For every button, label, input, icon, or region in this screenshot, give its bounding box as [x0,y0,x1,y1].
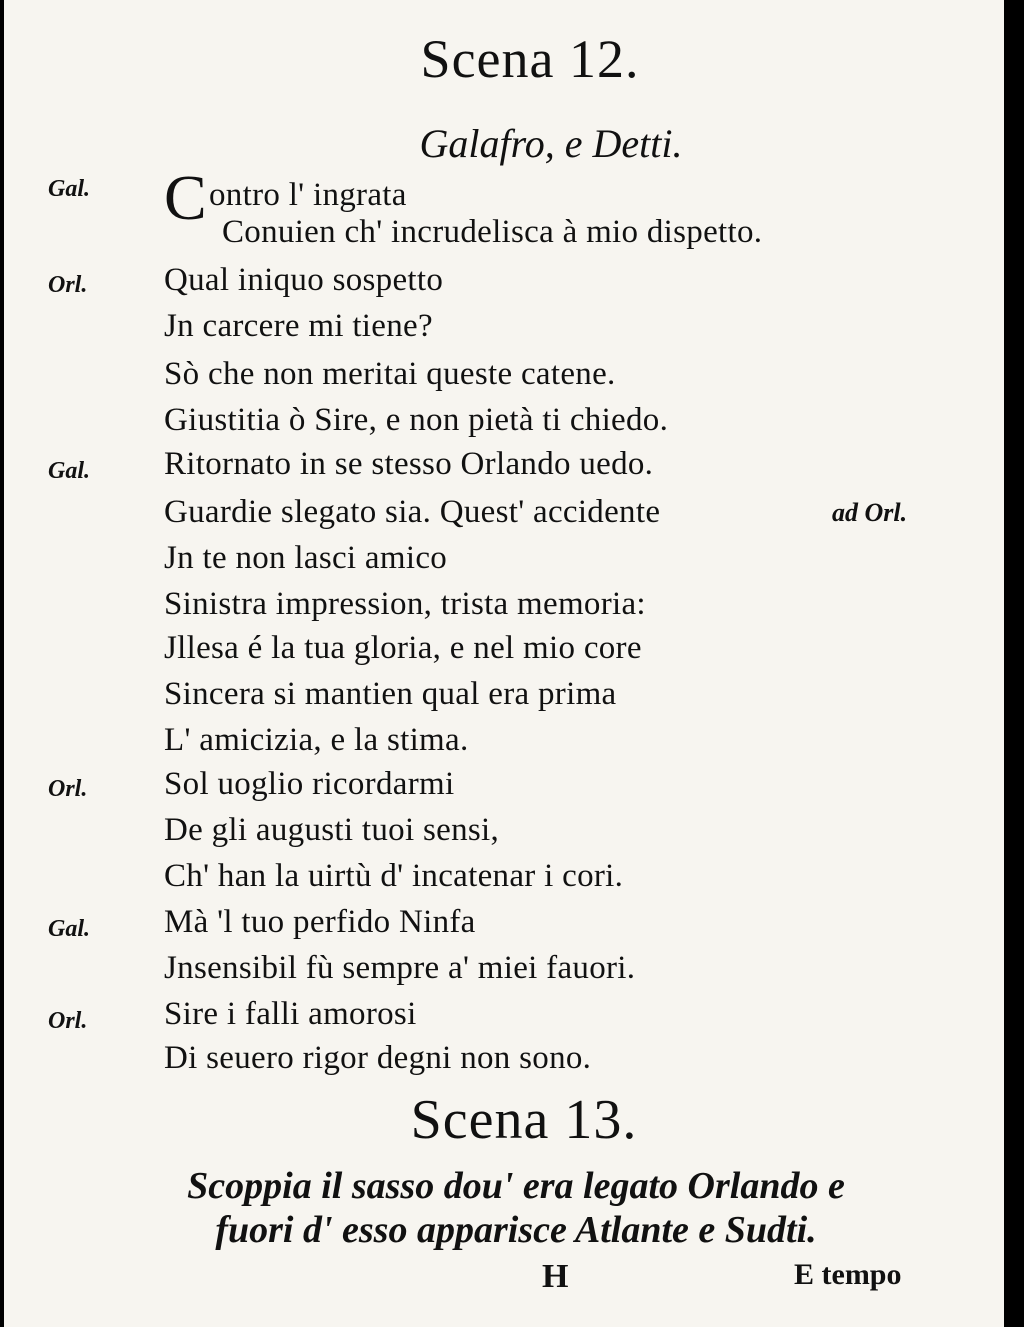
verse-line: L' amicizia, e la stima. [164,722,469,758]
verse-line: De gli augusti tuoi sensi, [164,812,500,848]
verse-line: Jllesa é la tua gloria, e nel mio core [164,630,642,666]
speaker-label: Gal. [48,916,90,942]
verse-line: Ch' han la uirtù d' incatenar i cori. [164,858,624,894]
catchword: E tempo [794,1258,902,1291]
speaker-label: Orl. [48,776,88,802]
verse-line: Sincera si mantien qual era prima [164,676,617,712]
stage-direction-line-2: fuori d' esso apparisce Atlante e Sudti. [215,1209,817,1251]
signature-mark: H [542,1258,569,1295]
verse-line: Jnsensibil fù sempre a' miei fauori. [164,950,636,986]
verse-line: Sinistra impression, trista memoria: [164,586,646,622]
verse-line-text: ontro l' ingrata [209,177,407,213]
verse-line: Jn te non lasci amico [164,540,448,576]
verse-line: Sol uoglio ricordarmi [164,766,455,802]
book-page [4,0,1004,1327]
verse-line: Jn carcere mi tiene? [164,308,433,344]
scene-12-characters: Galafro, e Detti. [419,121,683,166]
drop-cap: C [164,162,207,233]
verse-line: Conuien ch' incrudelisca à mio dispetto. [222,214,763,250]
verse-line: Mà 'l tuo perfido Ninfa [164,904,476,940]
verse-line: Ritornato in se stesso Orlando uedo. [164,446,654,482]
scene-13-heading: Scena 13. [410,1089,638,1151]
speaker-label: Gal. [48,458,90,484]
speaker-label: Gal. [48,176,90,202]
page-edge-shadow [1004,0,1024,1327]
scene-12-heading: Scena 12. [420,29,640,89]
speaker-label: Orl. [48,1008,88,1034]
stage-aside: ad Orl. [832,498,908,527]
verse-line: Di seuero rigor degni non sono. [164,1040,592,1076]
verse-line: Sire i falli amorosi [164,996,417,1032]
stage-direction-line-1: Scoppia il sasso dou' era legato Orlando e [187,1165,845,1207]
speaker-label: Orl. [48,272,88,298]
verse-line: Giustitia ò Sire, e non pietà ti chiedo. [164,402,669,438]
verse-line: Sò che non meritai queste catene. [164,356,616,392]
verse-line: Guardie slegato sia. Quest' accidente [164,494,661,530]
verse-line: Qual iniquo sospetto [164,262,444,298]
